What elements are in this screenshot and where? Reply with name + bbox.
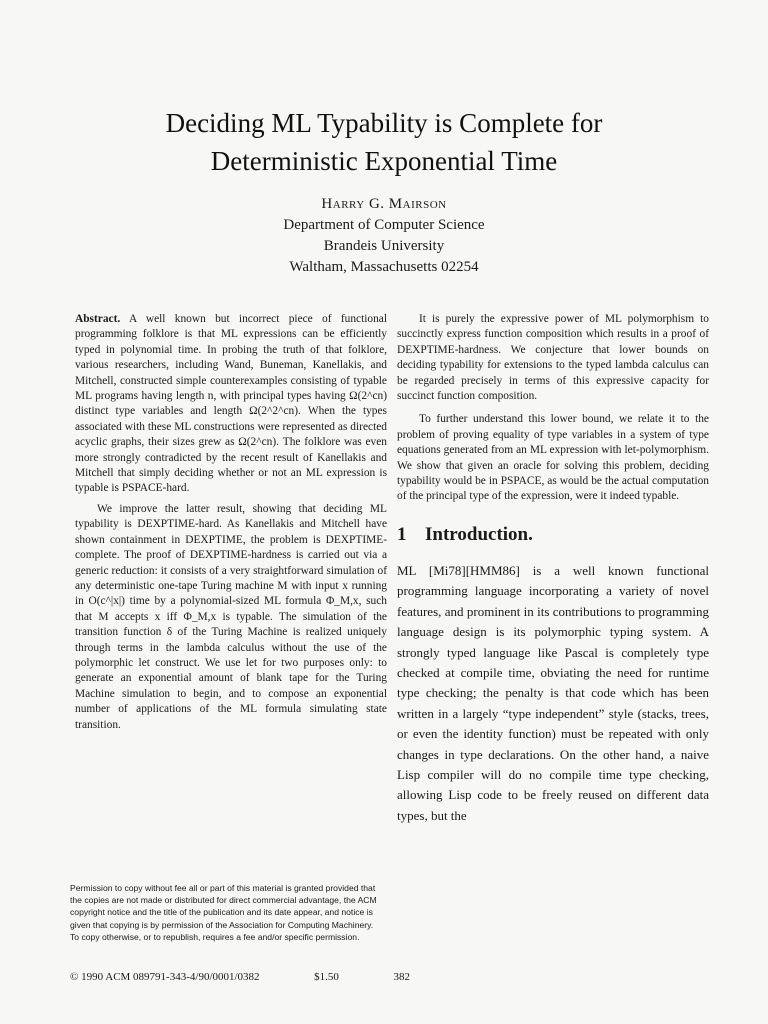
intro-paragraph: ML [Mi78][HMM86] is a well known functional programming language incorporating a variety of novel features, and prominent in its contributions to programming language design is its polymorphic typing system. A strongly typed language like Pascal is completely type checked at compile time, obviating the need for runtime type checking; the penalty is that code which has been written in a largely “type independent” style (stacks, trees, or even the identity function) must be repeated with only changes in type declarations. On the other hand, a naive Lisp compiler will do no compile time type checking, allowing Lisp code to be freely reused on different data types, but the	[397, 562, 709, 823]
page-number: 382	[393, 971, 410, 983]
price: $1.50	[314, 971, 339, 983]
author-block	[60, 194, 708, 278]
right-paragraph-2: To further understand this lower bound, we relate it to the problem of proving equality of type variables in a system of type equations generated from an ML expression with let-polymorphism. We show that given an oracle for solving this problem, deciding typability would be in PSPACE, as would be the actual computation of the principal type of the expression, were it indeed typable.	[397, 413, 709, 503]
title-line-1: Deciding ML Typability is Complete for	[165, 108, 603, 138]
section-title: Introduction.	[425, 523, 533, 545]
right-paragraph-1: It is purely the expressive power of ML polymorphism to succinctly express function composition which results in a proof of DEXPTIME-hardness. We conjecture that lower bounds on deciding typability for extensions to the typed lambda calculus can be regarded precisely in terms of this expressive capacity for succinct function composition.	[397, 313, 709, 403]
author-address: Waltham, Massachusetts 02254	[289, 259, 479, 275]
section-heading	[397, 523, 709, 547]
copyright-notice: © 1990 ACM 089791-343-4/90/0001/0382	[70, 971, 260, 983]
paper-title	[60, 104, 708, 180]
abstract-paragraph-2: We improve the latter result, showing that deciding ML typability is DEXPTIME-hard. As Kanellakis and Mitchell have shown containment in DEXPTIME, the problem is DEXPTIME-complete. The proof of DEXPTIME-hardness is carried out via a generic reduction: it consists of a very straightforward simulation of any deterministic one-tape Turing machine M with input x running in O(c^|x|) time by a polynomial-sized ML formula Φ_M,x, such that M accepts x iff Φ_M,x is typable. The simulation of the transition function δ of the Turing Machine is realized uniquely through terms in the lambda calculus without the use of the polymorphic let construct. We use let for two purposes only: to generate an exponential amount of blank tape for the Turing Machine simulation to begin, and to compose an exponential number of applications of the ML formula simulating state transition.	[75, 502, 387, 731]
abstract-text-1: A well known but incorrect piece of functional programming folklore is that ML expressions can be efficiently typed in polynomial time. In probing the truth of that folklore, various researchers, including Wand, Buneman, Kanellakis, and Mitchell, constructed simple counterexamples consisting of typable ML programs having length n, with principal types having Ω(2^cn) distinct type variables and length Ω(2^2^cn). When the types associated with these ML constructions were represented as directed acyclic graphs, their sizes grew as Ω(2^cn). The folklore was even more strongly contradicted by the recent result of Kanellakis and Mitchell that simply deciding whether or not an ML expression is typable is PSPACE-hard.	[75, 313, 388, 495]
page-footer	[70, 970, 410, 984]
abstract-label: Abstract.	[75, 313, 121, 325]
author-name: Harry G. Mairson	[321, 196, 447, 212]
author-university: Brandeis University	[323, 238, 445, 254]
title-line-2: Deterministic Exponential Time	[210, 146, 558, 176]
permission-footnote: Permission to copy without fee all or part of this material is granted provided that the copies are not made or distributed for direct commercial advantage, the ACM copyright notice and the title of the publication and its date appear, and notice is given that copying is by permission of the Association for Computing Machinery. To copy otherwise, or to republish, requires a fee and/or specific permission.	[70, 883, 377, 942]
author-department: Department of Computer Science	[283, 217, 485, 233]
right-column	[397, 312, 709, 826]
left-column	[75, 312, 387, 733]
abstract-paragraph-1	[75, 312, 387, 497]
section-number: 1	[397, 523, 407, 545]
